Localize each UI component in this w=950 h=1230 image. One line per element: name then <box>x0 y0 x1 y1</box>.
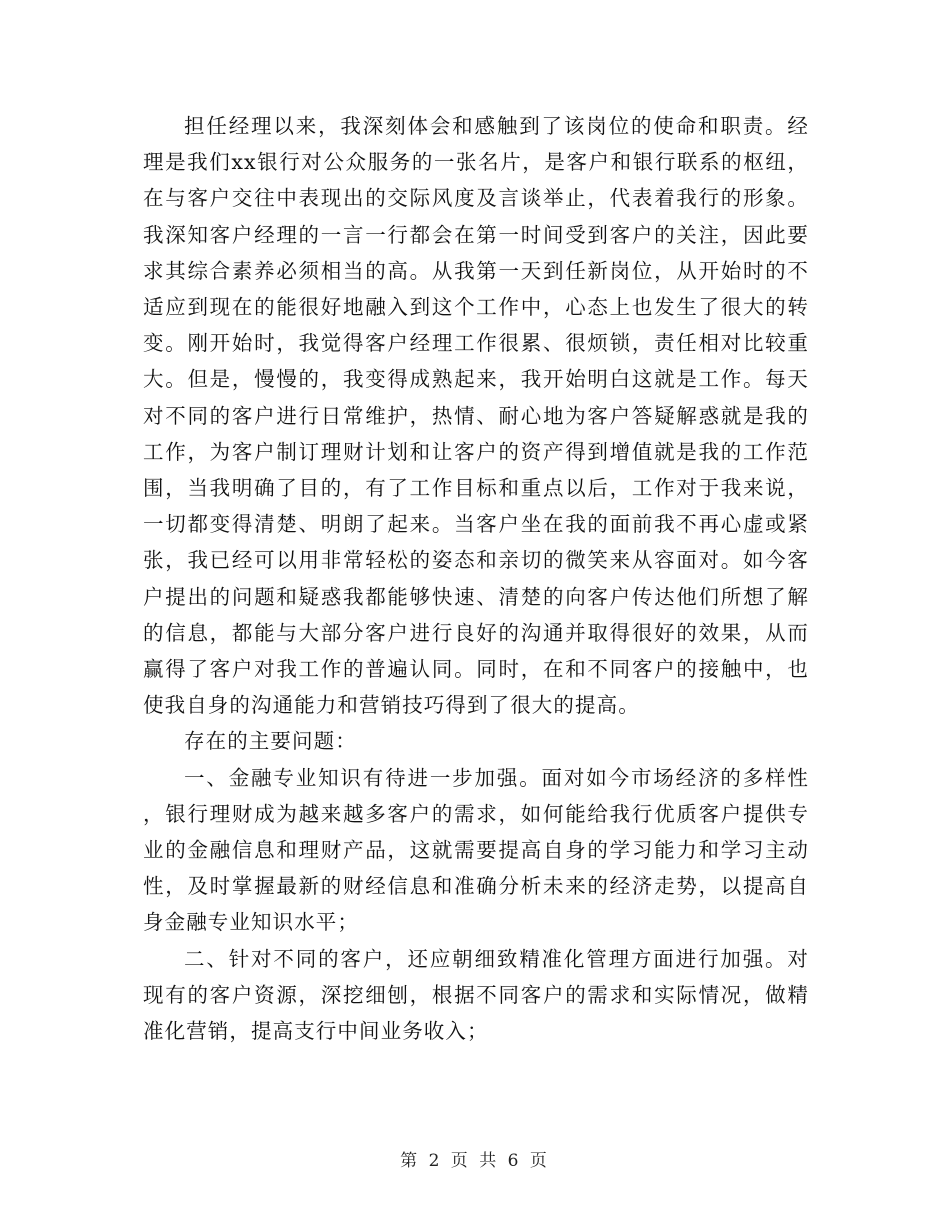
page-number-footer: 第 2 页 共 6 页 <box>400 1151 550 1171</box>
document-body <box>143 108 809 1049</box>
paragraph-problem-two: 二、针对不同的客户，还应朝细致精准化管理方面进行加强。对现有的客户资源，深挖细刨，根据不同客户的需求和实际情况，做精准化营销，提高支行中间业务收入； <box>143 946 809 1044</box>
paragraph-problems-heading: 存在的主要问题： <box>184 729 357 754</box>
paragraph-experience: 担任经理以来，我深刻体会和感触到了该岗位的使命和职责。经理是我们xx银行对公众服务的一张名片，是客户和银行联系的枢纽，在与客户交往中表现出的交际风度及言谈举止，代表着我行的形象。我深知客户经理的一言一行都会在第一时间受到客户的关注，因此要求其综合素养必须相当的高。从我第一天到任新岗位，从开始时的不适应到现在的能很好地融入到这个工作中，心态上也发生了很大的转变。刚开始时，我觉得客户经理工作很累、很烦锁，责任相对比较重大。但是，慢慢的，我变得成熟起来，我开始明白这就是工作。每天对不同的客户进行日常维护，热情、耐心地为客户答疑解惑就是我的工作，为客户制订理财计划和让客户的资产得到增值就是我的工作范围，当我明确了目的，有了工作目标和重点以后，工作对于我来说，一切都变得清楚、明朗了起来。当客户坐在我的面前我不再心虚或紧张，我已经可以用非常轻松的姿态和亲切的微笑来从容面对。如今客户提出的问题和疑惑我都能够快速、清楚的向客户传达他们所想了解的信息，都能与大部分客户进行良好的沟通并取得很好的效果，从而赢得了客户对我工作的普遍认同。同时，在和不同客户的接触中，也使我自身的沟通能力和营销技巧得到了很大的提高。 <box>143 114 809 718</box>
paragraph-problem-one: 一、金融专业知识有待进一步加强。面对如今市场经济的多样性，银行理财成为越来越多客户的需求，如何能给我行优质客户提供专业的金融信息和理财产品，这就需要提高自身的学习能力和学习主动性，及时掌握最新的财经信息和准确分析未来的经济走势，以提高自身金融专业知识水平； <box>143 765 809 935</box>
